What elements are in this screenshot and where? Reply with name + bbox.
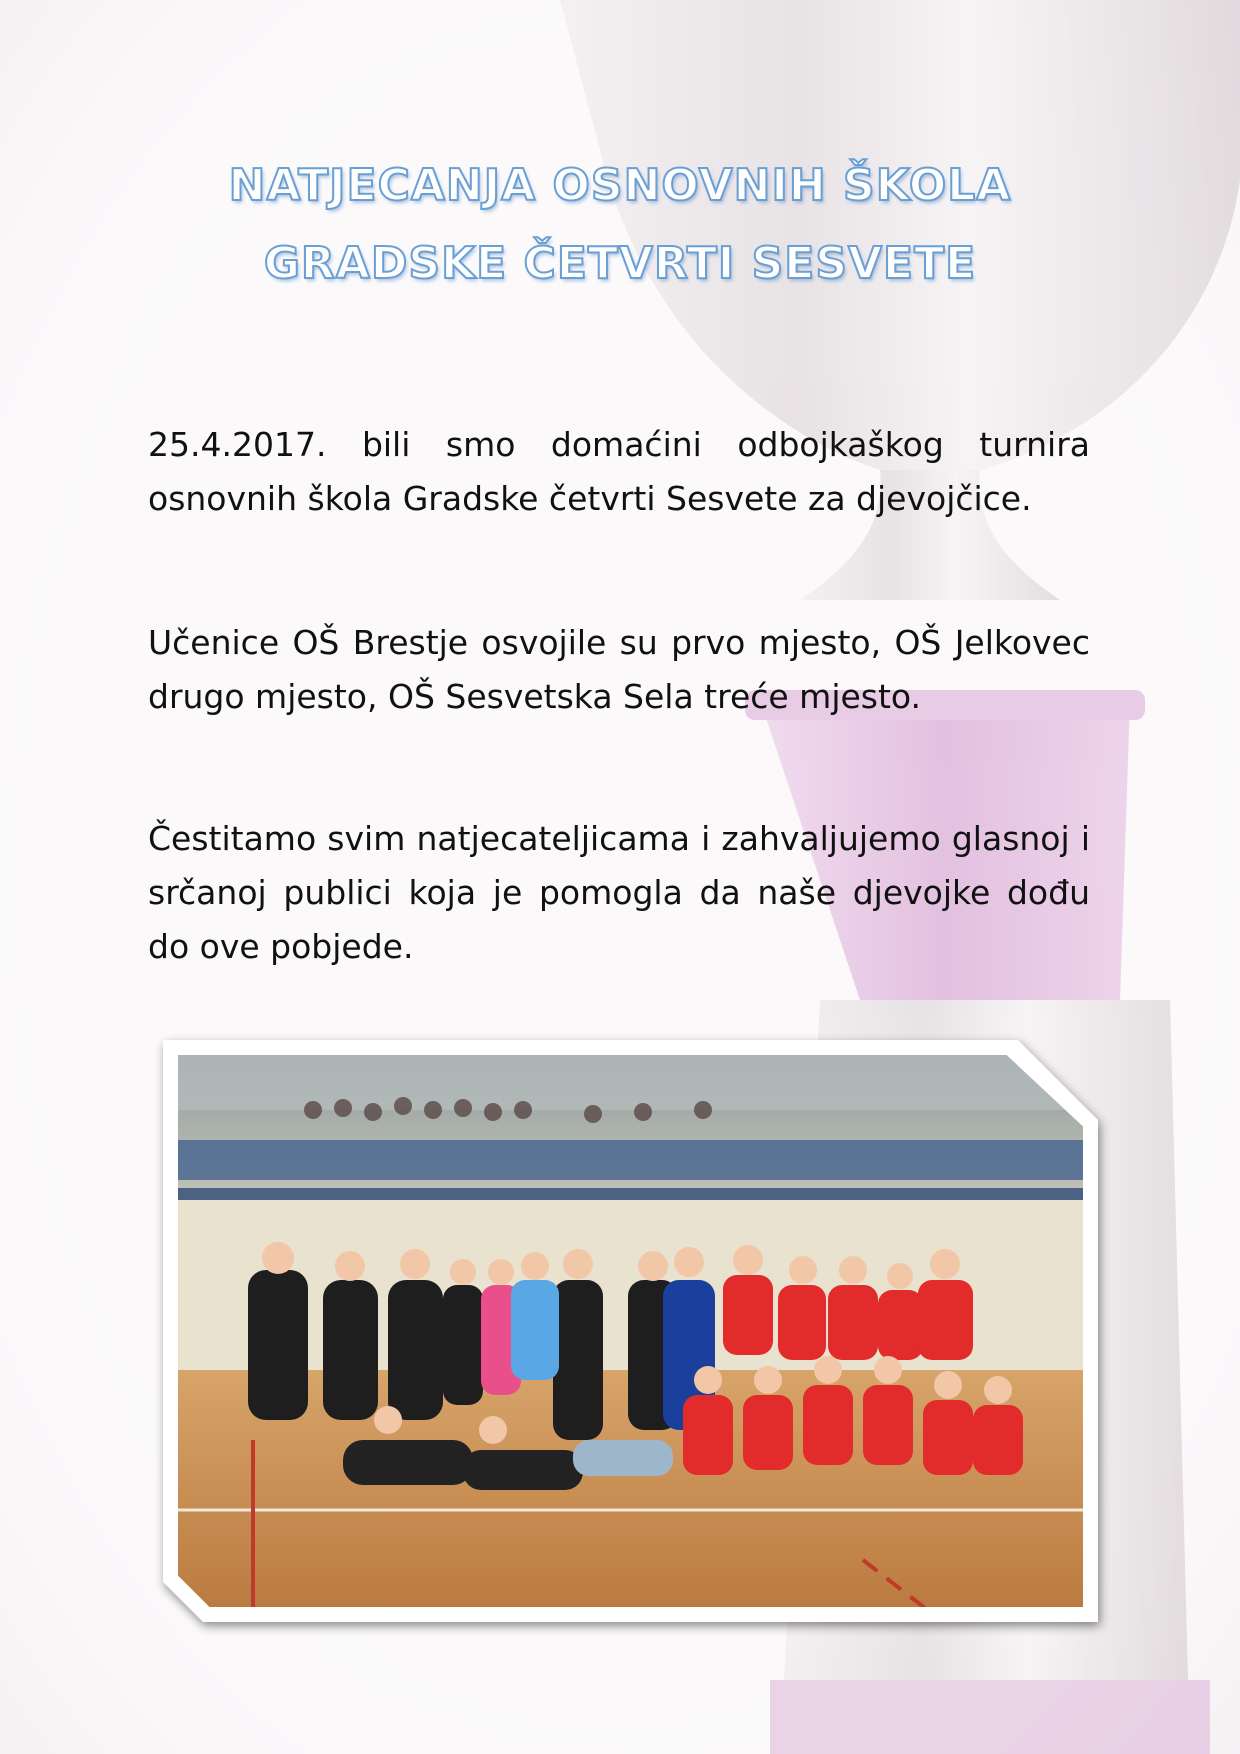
page-title-line-2: GRADSKE ČETVRTI SESVETE — [263, 238, 977, 289]
paragraph-results: Učenice OŠ Brestje osvojile su prvo mjesto, OŠ Jelkovec drugo mjesto, OŠ Sesvetska Sela treće mjesto. — [148, 623, 1090, 716]
paragraph-event-date: 25.4.2017. bili smo domaćini odbojkaškog turnira osnovnih škola Gradske četvrti Sesvete za djevojčice. — [148, 425, 1090, 518]
paragraph-congratulations: Čestitamo svim natjecateljicama i zahvaljujemo glasnoj i srčanoj publici koja je pomogla da naše djevojke dođu do ove pobjede. — [148, 819, 1090, 966]
page-title-line-1: NATJECANJA OSNOVNIH ŠKOLA — [228, 160, 1012, 211]
team-photo — [163, 1040, 1098, 1622]
